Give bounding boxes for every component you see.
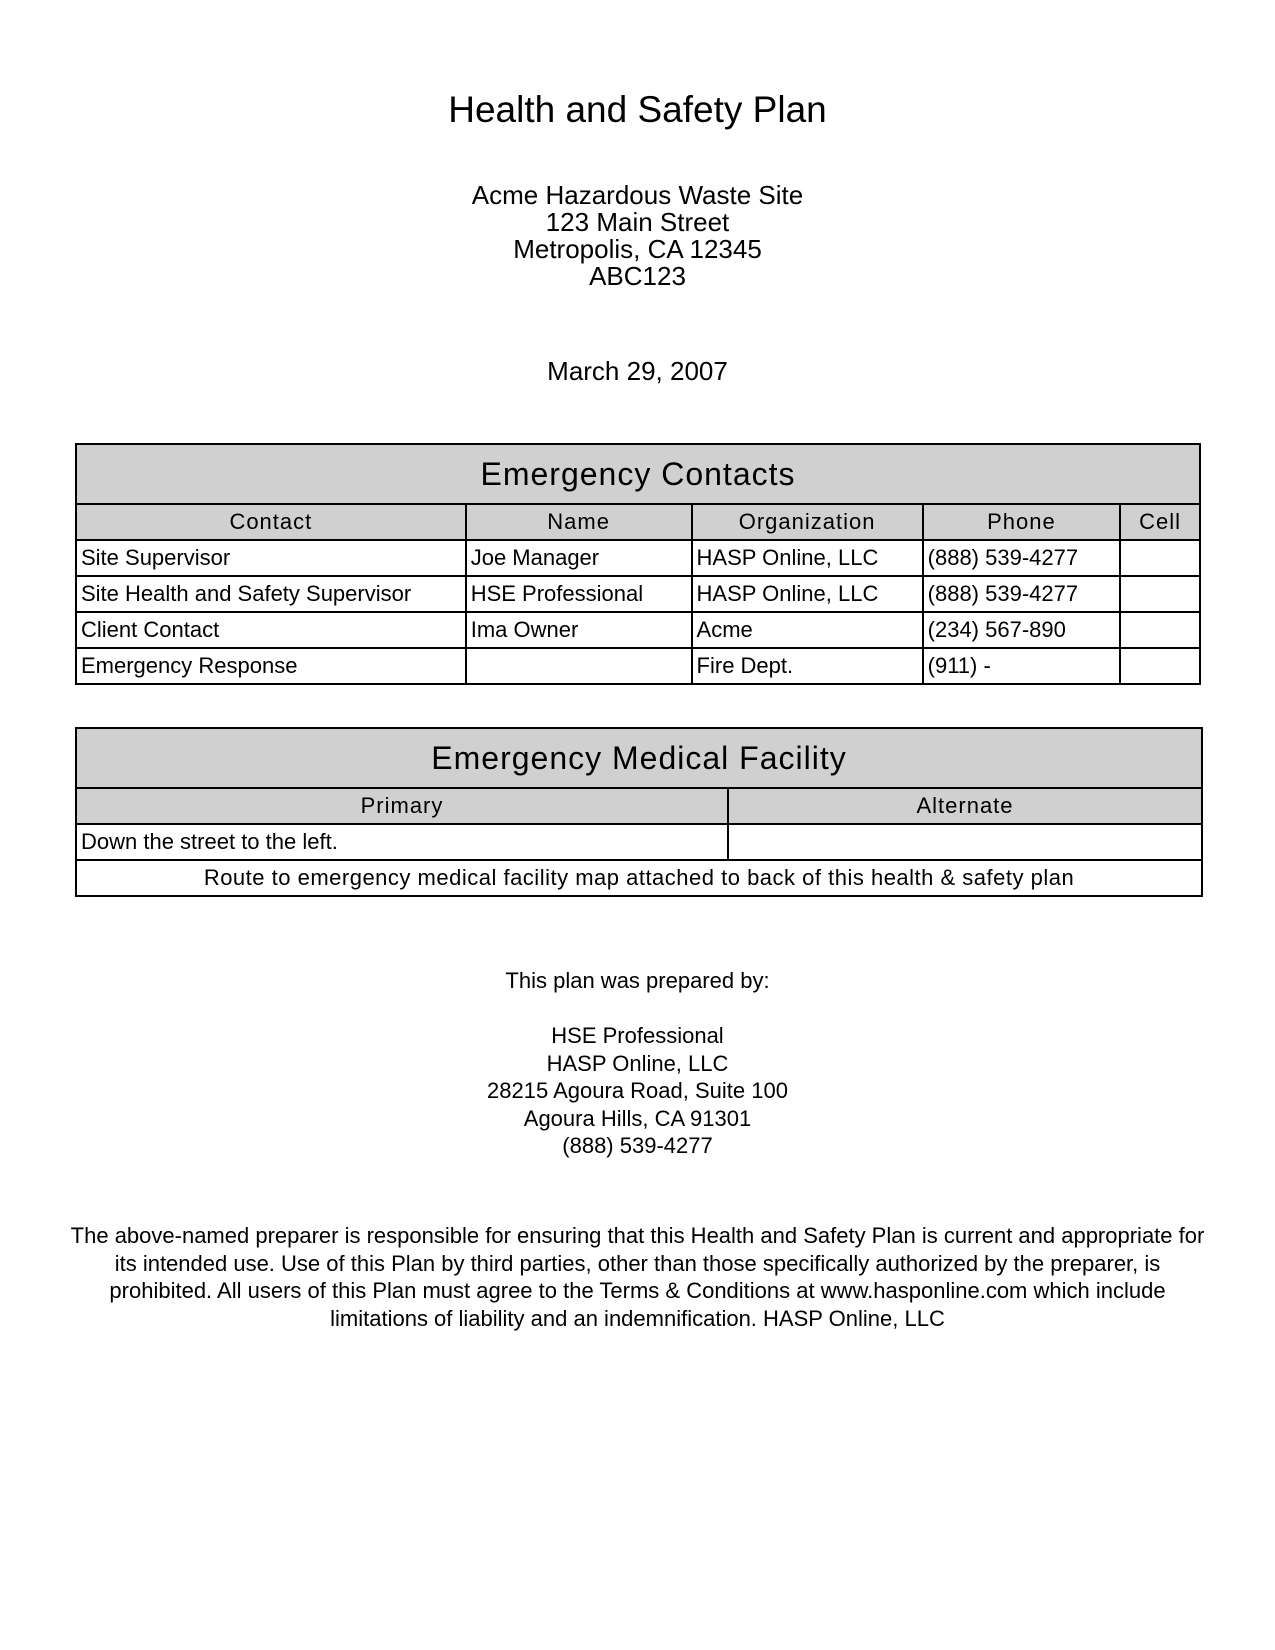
contact-cell — [1120, 576, 1200, 612]
preparer-address-line2: Agoura Hills, CA 91301 — [523, 1105, 752, 1131]
contact-cell — [1120, 612, 1200, 648]
table-row — [76, 540, 1200, 576]
column-header-alternate: Alternate — [728, 788, 1202, 824]
contact-role: Client Contact — [76, 612, 466, 648]
medical-facility-heading: Emergency Medical Facility — [76, 728, 1202, 788]
table-row — [76, 860, 1202, 896]
contact-phone: (888) 539-4277 — [923, 540, 1120, 576]
contact-role: Emergency Response — [76, 648, 466, 684]
site-city-state-zip: Metropolis, CA 12345 — [513, 234, 762, 264]
contact-organization: Acme — [692, 612, 923, 648]
table-header-row — [76, 504, 1200, 540]
site-street: 123 Main Street — [545, 207, 730, 237]
emergency-contacts-heading: Emergency Contacts — [76, 444, 1200, 504]
contact-phone: (911) - — [923, 648, 1120, 684]
site-id: ABC123 — [589, 261, 686, 291]
preparer-name: HSE Professional — [551, 1023, 724, 1048]
contact-name: Ima Owner — [466, 612, 692, 648]
contact-name — [466, 648, 692, 684]
primary-facility: Down the street to the left. — [76, 824, 728, 860]
column-header-primary: Primary — [76, 788, 728, 824]
preparer-company: HASP Online, LLC — [546, 1050, 729, 1076]
table-row — [76, 648, 1200, 684]
preparer-address-line1: 28215 Agoura Road, Suite 100 — [487, 1078, 788, 1103]
column-header-cell: Cell — [1120, 504, 1200, 540]
contact-organization: HASP Online, LLC — [692, 540, 923, 576]
site-address-block — [0, 182, 1275, 290]
column-header-phone: Phone — [923, 504, 1120, 540]
table-header-row — [76, 788, 1202, 824]
contact-role: Site Supervisor — [76, 540, 466, 576]
table-row — [76, 824, 1202, 860]
contact-cell — [1120, 648, 1200, 684]
disclaimer-paragraph: The above-named preparer is responsible for ensuring that this Health and Safety Plan is current and appropriate for its intended use. Use of this Plan by third parties, other than those specifically authorized by the preparer, is prohibited. All users of this Plan must agree to the Terms & Conditions at www.hasponline.com which include limitations of liability and an indemnification. HASP Online, LLC — [70, 1223, 1205, 1331]
emergency-medical-facility-table — [75, 727, 1203, 897]
emergency-contacts-table — [75, 443, 1201, 685]
column-header-contact: Contact — [76, 504, 466, 540]
route-note: Route to emergency medical facility map attached to back of this health & safety plan — [76, 860, 1202, 896]
site-name: Acme Hazardous Waste Site — [471, 180, 804, 210]
contact-phone: (888) 539-4277 — [923, 576, 1120, 612]
contact-cell — [1120, 540, 1200, 576]
contact-phone: (234) 567-890 — [923, 612, 1120, 648]
contact-name: HSE Professional — [466, 576, 692, 612]
plan-date: March 29, 2007 — [547, 356, 728, 386]
contact-name: Joe Manager — [466, 540, 692, 576]
column-header-name: Name — [466, 504, 692, 540]
contact-organization: Fire Dept. — [692, 648, 923, 684]
column-header-organization: Organization — [692, 504, 923, 540]
prepared-by-label: This plan was prepared by: — [505, 968, 770, 993]
contact-role: Site Health and Safety Supervisor — [76, 576, 466, 612]
alternate-facility — [728, 824, 1202, 860]
document-title: Health and Safety Plan — [448, 89, 827, 130]
preparer-block — [0, 1022, 1275, 1160]
contact-organization: HASP Online, LLC — [692, 576, 923, 612]
table-row — [76, 612, 1200, 648]
preparer-phone: (888) 539-4277 — [562, 1133, 713, 1158]
table-row — [76, 576, 1200, 612]
